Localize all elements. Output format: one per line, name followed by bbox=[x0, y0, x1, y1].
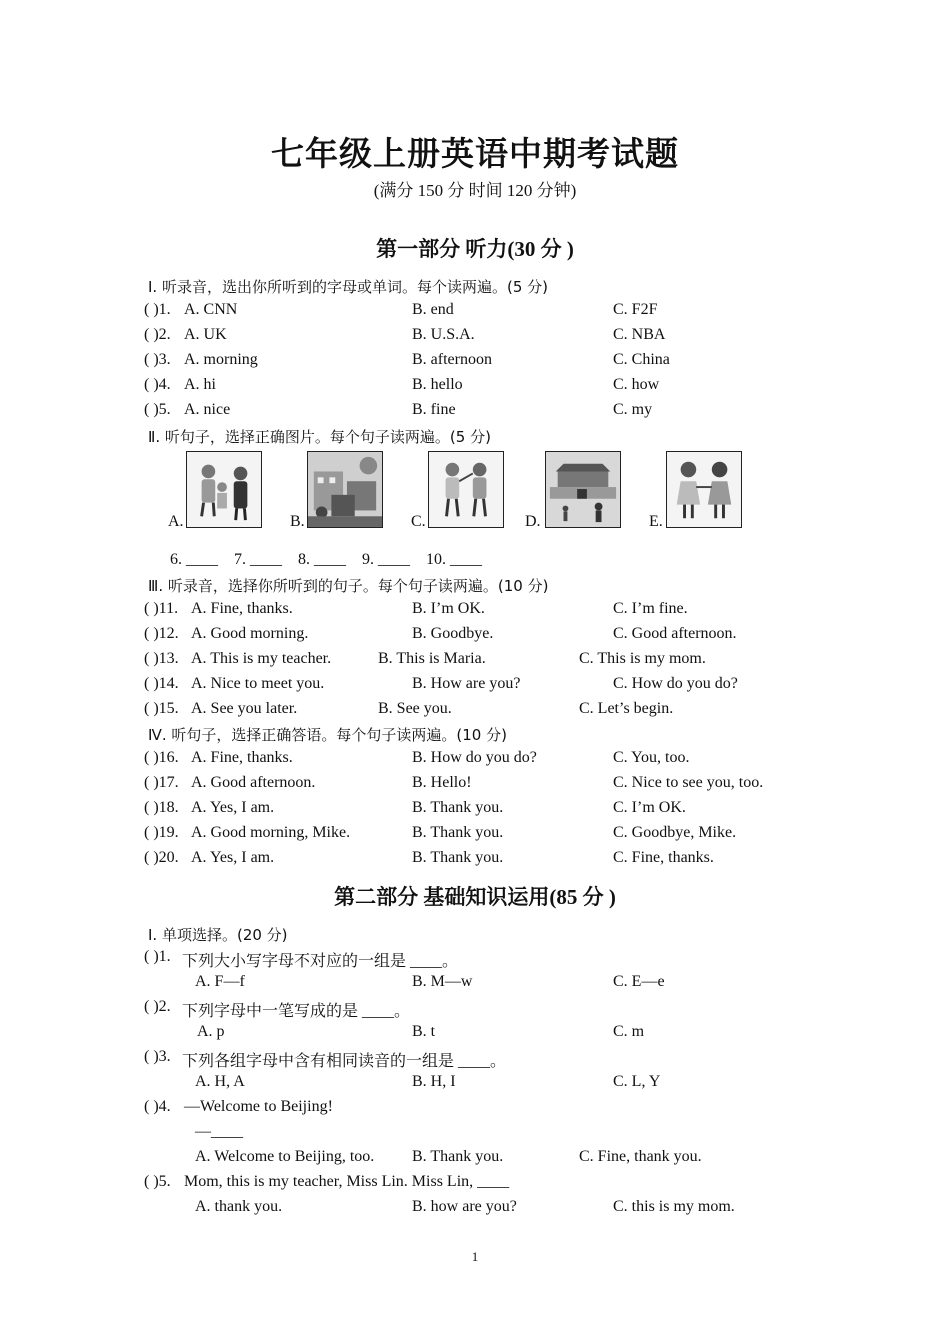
option-a: A. Fine, thanks. bbox=[191, 749, 293, 766]
option-b: B. afternoon bbox=[412, 351, 492, 368]
option-a: A. hi bbox=[184, 376, 216, 393]
option-b: B. How are you? bbox=[412, 675, 521, 692]
answer-blanks: 6. ____ 7. ____ 8. ____ 9. ____ 10. ____ bbox=[170, 551, 482, 568]
question-stem: Mom, this is my teacher, Miss Lin. Miss Lin, ____ bbox=[184, 1173, 510, 1190]
option-b: B. H, I bbox=[412, 1073, 456, 1090]
option-b: B. Thank you. bbox=[412, 849, 504, 866]
question-stem: 下列各组字母中含有相同读音的一组是 ____。 bbox=[182, 1053, 507, 1070]
picture-label-d: D. bbox=[525, 513, 541, 530]
option-c: C. You, too. bbox=[613, 749, 690, 766]
question-number: ( )11. bbox=[144, 600, 179, 617]
section-heading: Ⅰ. 单项选择。(20 分) bbox=[148, 926, 288, 944]
option-b: B. fine bbox=[412, 401, 456, 418]
option-b: B. Thank you. bbox=[412, 824, 504, 841]
question-stem: 下列大小写字母不对应的一组是 ____。 bbox=[182, 953, 459, 970]
question-row bbox=[144, 799, 864, 823]
option-a: A. CNN bbox=[184, 301, 238, 318]
question-number: ( )20. bbox=[144, 849, 179, 866]
picture-b-school-scene bbox=[307, 451, 383, 528]
option-a: A. nice bbox=[184, 401, 231, 418]
question-row bbox=[144, 700, 864, 724]
option-a: A. Good morning. bbox=[191, 625, 309, 642]
question-number: ( )5. bbox=[144, 1173, 171, 1190]
question-row bbox=[144, 824, 864, 848]
option-c: C. Let’s begin. bbox=[579, 700, 674, 717]
option-b: B. end bbox=[412, 301, 454, 318]
question-number: ( )16. bbox=[144, 749, 179, 766]
question-row bbox=[144, 326, 864, 350]
question-row bbox=[144, 1098, 864, 1122]
picture-label-a: A. bbox=[168, 513, 184, 530]
picture-e-two-girls bbox=[666, 451, 742, 528]
option-b: B. Hello! bbox=[412, 774, 472, 791]
option-b: B. See you. bbox=[378, 700, 452, 717]
question-number: ( )1. bbox=[144, 301, 171, 318]
section-heading: Ⅱ. 听句子，选择正确图片。每个句子读两遍。(5 分) bbox=[148, 428, 491, 446]
page-subtitle: (满分 150 分 时间 120 分钟) bbox=[373, 181, 577, 200]
question-number: ( )3. bbox=[144, 1048, 171, 1065]
question-row bbox=[144, 749, 864, 773]
option-a: A. Nice to meet you. bbox=[191, 675, 325, 692]
option-a: A. H, A bbox=[195, 1073, 245, 1090]
question-row bbox=[144, 376, 864, 400]
option-b: B. How do you do? bbox=[412, 749, 537, 766]
option-b: B. hello bbox=[412, 376, 463, 393]
question-row bbox=[144, 1173, 864, 1197]
option-c: C. Fine, thank you. bbox=[579, 1148, 702, 1165]
option-c: C. m bbox=[613, 1023, 645, 1040]
option-c: C. I’m OK. bbox=[613, 799, 686, 816]
option-c: C. Goodbye, Mike. bbox=[613, 824, 737, 841]
option-b: B. Thank you. bbox=[412, 799, 504, 816]
option-b: B. This is Maria. bbox=[378, 650, 486, 667]
picture-label-e: E. bbox=[649, 513, 663, 530]
question-number: ( )1. bbox=[144, 948, 171, 965]
picture-label-c: C. bbox=[411, 513, 426, 530]
option-c: C. NBA bbox=[613, 326, 666, 343]
option-c: C. how bbox=[613, 376, 660, 393]
option-a: A. UK bbox=[184, 326, 227, 343]
option-c: C. Nice to see you, too. bbox=[613, 774, 764, 791]
option-a: A. F—f bbox=[195, 973, 245, 990]
option-c: C. E—e bbox=[613, 973, 665, 990]
option-c: C. China bbox=[613, 351, 670, 368]
question-row bbox=[144, 1048, 864, 1072]
question-number: ( )15. bbox=[144, 700, 179, 717]
option-b: B. U.S.A. bbox=[412, 326, 475, 343]
question-number: ( )4. bbox=[144, 376, 171, 393]
question-row bbox=[144, 301, 864, 325]
question-number: ( )5. bbox=[144, 401, 171, 418]
picture-d-tiananmen bbox=[545, 451, 621, 528]
question-stem: 下列字母中一笔写成的是 ____。 bbox=[182, 1003, 411, 1020]
question-number: ( )2. bbox=[144, 998, 171, 1015]
option-a: A. p bbox=[197, 1023, 225, 1040]
option-a: A. Yes, I am. bbox=[191, 849, 275, 866]
question-row bbox=[144, 948, 864, 972]
picture-a-greeting-people bbox=[186, 451, 262, 528]
question-row bbox=[144, 998, 864, 1022]
part2-title: 第二部分 基础知识运用(85 分 ) bbox=[334, 885, 616, 909]
option-c: C. F2F bbox=[613, 301, 658, 318]
reply-blank: —____ bbox=[195, 1123, 243, 1140]
option-a: A. Good morning, Mike. bbox=[191, 824, 351, 841]
question-number: ( )13. bbox=[144, 650, 179, 667]
question-number: ( )17. bbox=[144, 774, 179, 791]
question-number: ( )18. bbox=[144, 799, 179, 816]
question-row bbox=[144, 774, 864, 798]
question-row bbox=[144, 625, 864, 649]
question-number: ( )12. bbox=[144, 625, 179, 642]
question-number: ( )4. bbox=[144, 1098, 171, 1115]
option-c: C. Good afternoon. bbox=[613, 625, 737, 642]
option-b: B. t bbox=[412, 1023, 436, 1040]
option-a: A. Welcome to Beijing, too. bbox=[195, 1148, 375, 1165]
option-c: C. I’m fine. bbox=[613, 600, 688, 617]
page-title: 七年级上册英语中期考试题 bbox=[271, 137, 679, 173]
option-b: B. Goodbye. bbox=[412, 625, 494, 642]
question-row bbox=[144, 600, 864, 624]
question-number: ( )14. bbox=[144, 675, 179, 692]
part1-title: 第一部分 听力(30 分 ) bbox=[376, 237, 574, 261]
option-a: A. morning bbox=[184, 351, 258, 368]
option-c: C. How do you do? bbox=[613, 675, 738, 692]
option-b: B. how are you? bbox=[412, 1198, 517, 1215]
section-heading: Ⅲ. 听录音，选择你所听到的句子。每个句子读两遍。(10 分) bbox=[148, 577, 549, 595]
option-a: A. Fine, thanks. bbox=[191, 600, 293, 617]
option-b: B. I’m OK. bbox=[412, 600, 485, 617]
section-heading: Ⅳ. 听句子，选择正确答语。每个句子读两遍。(10 分) bbox=[148, 726, 507, 744]
question-row bbox=[144, 675, 864, 699]
option-c: C. this is my mom. bbox=[613, 1198, 735, 1215]
option-a: A. See you later. bbox=[191, 700, 298, 717]
section-heading: Ⅰ. 听录音，选出你所听到的字母或单词。每个读两遍。(5 分) bbox=[148, 278, 548, 296]
question-row bbox=[144, 849, 864, 873]
question-row bbox=[144, 401, 864, 425]
option-a: A. thank you. bbox=[195, 1198, 283, 1215]
page-number: 1 bbox=[471, 1249, 479, 1264]
picture-label-b: B. bbox=[290, 513, 305, 530]
option-c: C. Fine, thanks. bbox=[613, 849, 714, 866]
question-row bbox=[144, 650, 864, 674]
option-b: B. M—w bbox=[412, 973, 473, 990]
question-number: ( )19. bbox=[144, 824, 179, 841]
option-a: A. This is my teacher. bbox=[191, 650, 332, 667]
option-b: B. Thank you. bbox=[412, 1148, 504, 1165]
question-stem: —Welcome to Beijing! bbox=[184, 1098, 333, 1115]
question-row bbox=[144, 351, 864, 375]
option-a: A. Yes, I am. bbox=[191, 799, 275, 816]
question-number: ( )2. bbox=[144, 326, 171, 343]
option-a: A. Good afternoon. bbox=[191, 774, 316, 791]
option-c: C. This is my mom. bbox=[579, 650, 706, 667]
question-number: ( )3. bbox=[144, 351, 171, 368]
picture-c-two-boys bbox=[428, 451, 504, 528]
option-c: C. my bbox=[613, 401, 653, 418]
option-c: C. L, Y bbox=[613, 1073, 661, 1090]
